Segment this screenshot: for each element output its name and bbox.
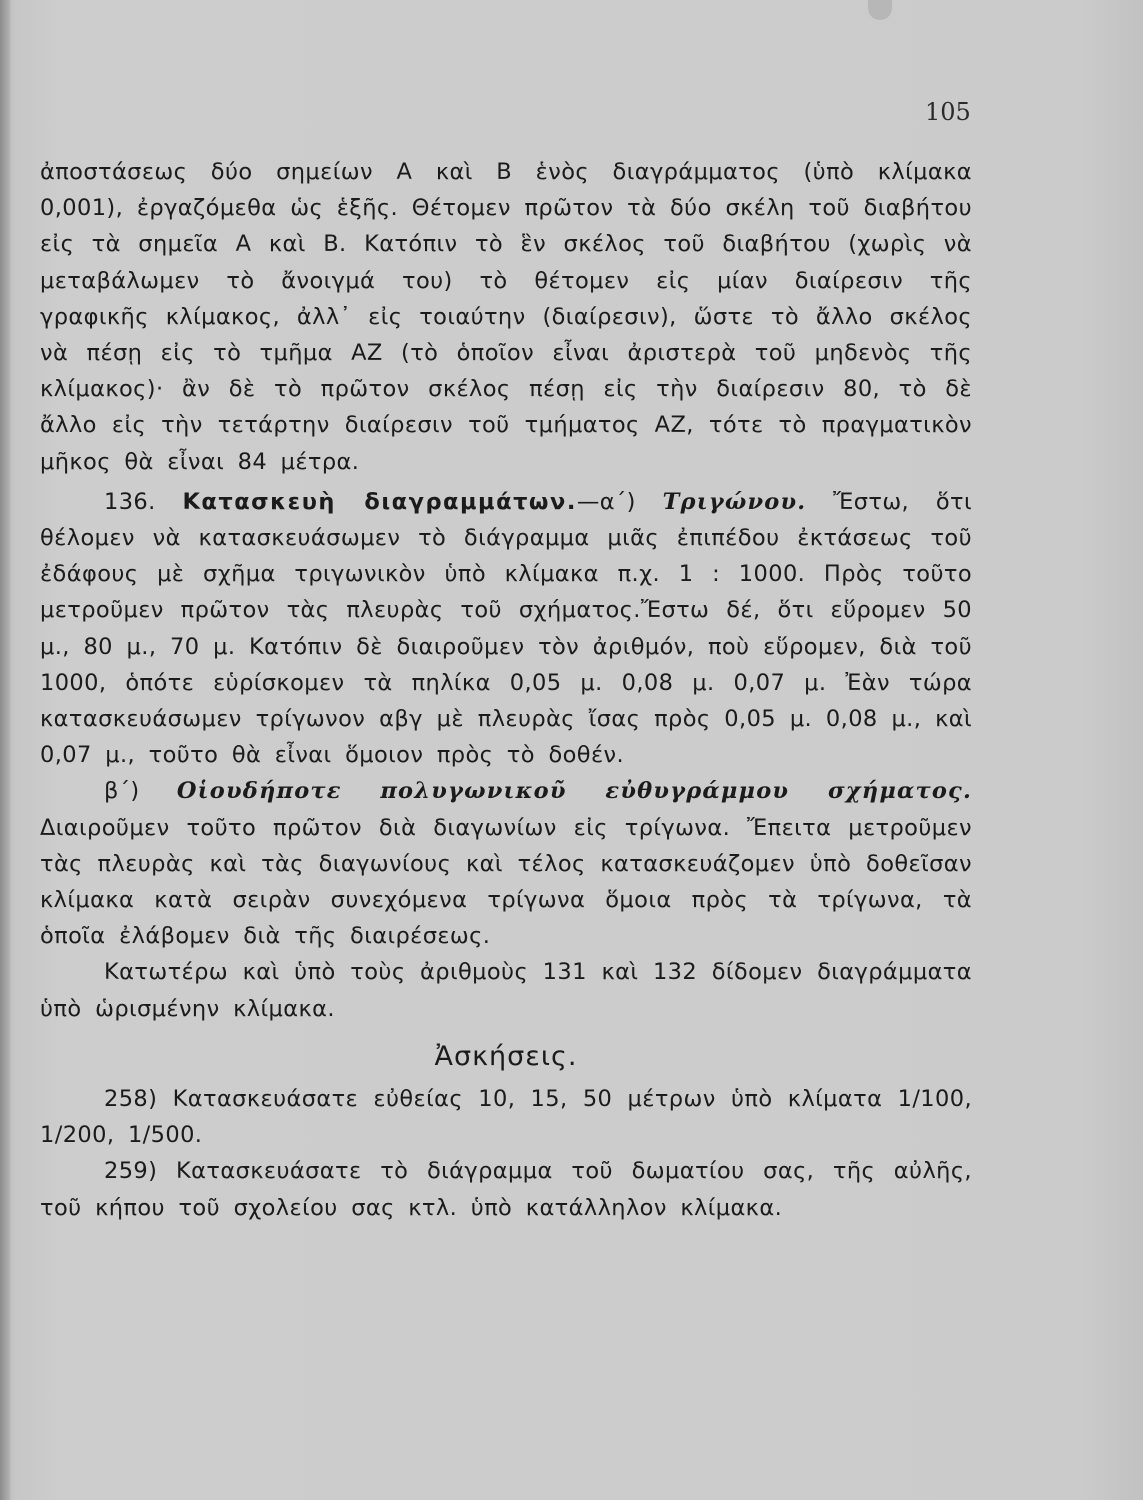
subsection-a-label: α΄) bbox=[599, 488, 636, 515]
subsection-a-title: Τριγώνου. bbox=[662, 488, 807, 515]
paragraph-continued: ἀποστάσεως δύο σημείων Α καὶ Β ἑνὸς διαγράμματος (ὑπὸ κλίμακα 0,001), ἐργαζόμεθα ὡς ἑξῆς. Θέτομεν πρῶτον τὰ δύο σκέλη τοῦ διαβήτου εἰς τὰ σημεῖα Α καὶ Β. Κατόπιν τὸ ἓν σκέλος τοῦ διαβήτου (χωρὶς νὰ μεταβάλωμεν τὸ ἄνοιγμά του) τὸ θέτομεν εἰς μίαν διαίρεσιν τῆς γραφικῆς κλίμακος, ἀλλ᾽ εἰς τοιαύτην (διαίρεσιν), ὥστε τὸ ἄλλο σκέλος νὰ πέσῃ εἰς τὸ τμῆμα ΑΖ (τὸ ὁποῖον εἶναι ἀριστερὰ τοῦ μηδενὸς τῆς κλίμακος)· ἂν δὲ τὸ πρῶτον σκέλος πέσῃ εἰς τὴν διαίρεσιν 80, τὸ δὲ ἄλλο εἰς τὴν τετάρτην διαίρεσιν τοῦ τμήματος ΑΖ, τότε τὸ πραγματικὸν μῆκος θὰ εἶναι 84 μέτρα. bbox=[40, 159, 972, 475]
section-number: 136. bbox=[104, 488, 156, 515]
page-body bbox=[40, 154, 972, 1226]
section-136 bbox=[40, 484, 972, 774]
exercise-259: 259) Κατασκευάσατε τὸ διάγραμμα τοῦ δωματίου σας, τῆς αὐλῆς, τοῦ κήπου τοῦ σχολείου σας κτλ. ὑπὸ κατάλληλον κλίμακα. bbox=[40, 1158, 972, 1221]
subsection-b bbox=[40, 773, 972, 954]
subsection-a-text: Ἔστω, ὅτι θέλομεν νὰ κατασκευάσωμεν τὸ διάγραμμα μιᾶς ἐπιπέδου ἐκτάσεως τοῦ ἐδάφους μὲ σχῆμα τριγωνικὸν ὑπὸ κλίμακα π.χ. 1 : 1000. Πρὸς τοῦτο μετροῦμεν πρῶτον τὰς πλευρὰς τοῦ σχήματος.Ἔστω δέ, ὅτι εὕρομεν 50 μ., 80 μ., 70 μ. Κατόπιν δὲ διαιροῦμεν τὸν ἀριθμόν, ποὺ εὕρομεν, διὰ τοῦ 1000, ὁπότε εὑρίσκομεν τὰ πηλίκα 0,05 μ. 0,08 μ. 0,07 μ. Ἐὰν τώρα κατασκευάσωμεν τρίγωνον αβγ μὲ πλευρὰς ἴσας πρὸς 0,05 μ. 0,08 μ., καὶ 0,07 μ., τοῦτο θὰ εἶναι ὅμοιον πρὸς τὸ δοθέν. bbox=[40, 488, 972, 769]
subsection-b-title: Οἱουδήποτε πολυγωνικοῦ εὐθυγράμμου σχήματος. bbox=[176, 778, 972, 805]
section-dash: — bbox=[576, 488, 600, 515]
page-top-mark bbox=[868, 0, 892, 20]
subsection-b-label: β΄) bbox=[104, 778, 140, 805]
page-fold-shadow bbox=[0, 0, 10, 1500]
exercises-heading: Ἀσκήσεις. bbox=[434, 1040, 578, 1072]
exercise-258: 258) Κατασκευάσατε εὐθείας 10, 15, 50 μέτρων ὑπὸ κλίματα 1/100, 1/200, 1/500. bbox=[40, 1086, 972, 1149]
paragraph-diagrams-note: Κατωτέρω καὶ ὑπὸ τοὺς ἀριθμοὺς 131 καὶ 132 δίδομεν διαγράμματα ὑπὸ ὡρισμένην κλίμακα. bbox=[40, 959, 972, 1022]
section-title: Κατασκευὴ διαγραμμάτων. bbox=[182, 488, 577, 515]
subsection-b-text: Διαιροῦμεν τοῦτο πρῶτον διὰ διαγωνίων εἰς τρίγωνα. Ἔπειτα μετροῦμεν τὰς πλευρὰς καὶ τὰς διαγωνίους καὶ τέλος κατασκευάζομεν ὑπὸ δοθεῖσαν κλίμακα κατὰ σειρὰν συνεχόμενα τρίγωνα ὅμοια πρὸς τὰ τρίγωνα, τὰ ὁποῖα ἐλάβομεν διὰ τῆς διαιρέσεως. bbox=[40, 814, 972, 950]
page-number: 105 bbox=[925, 98, 971, 126]
